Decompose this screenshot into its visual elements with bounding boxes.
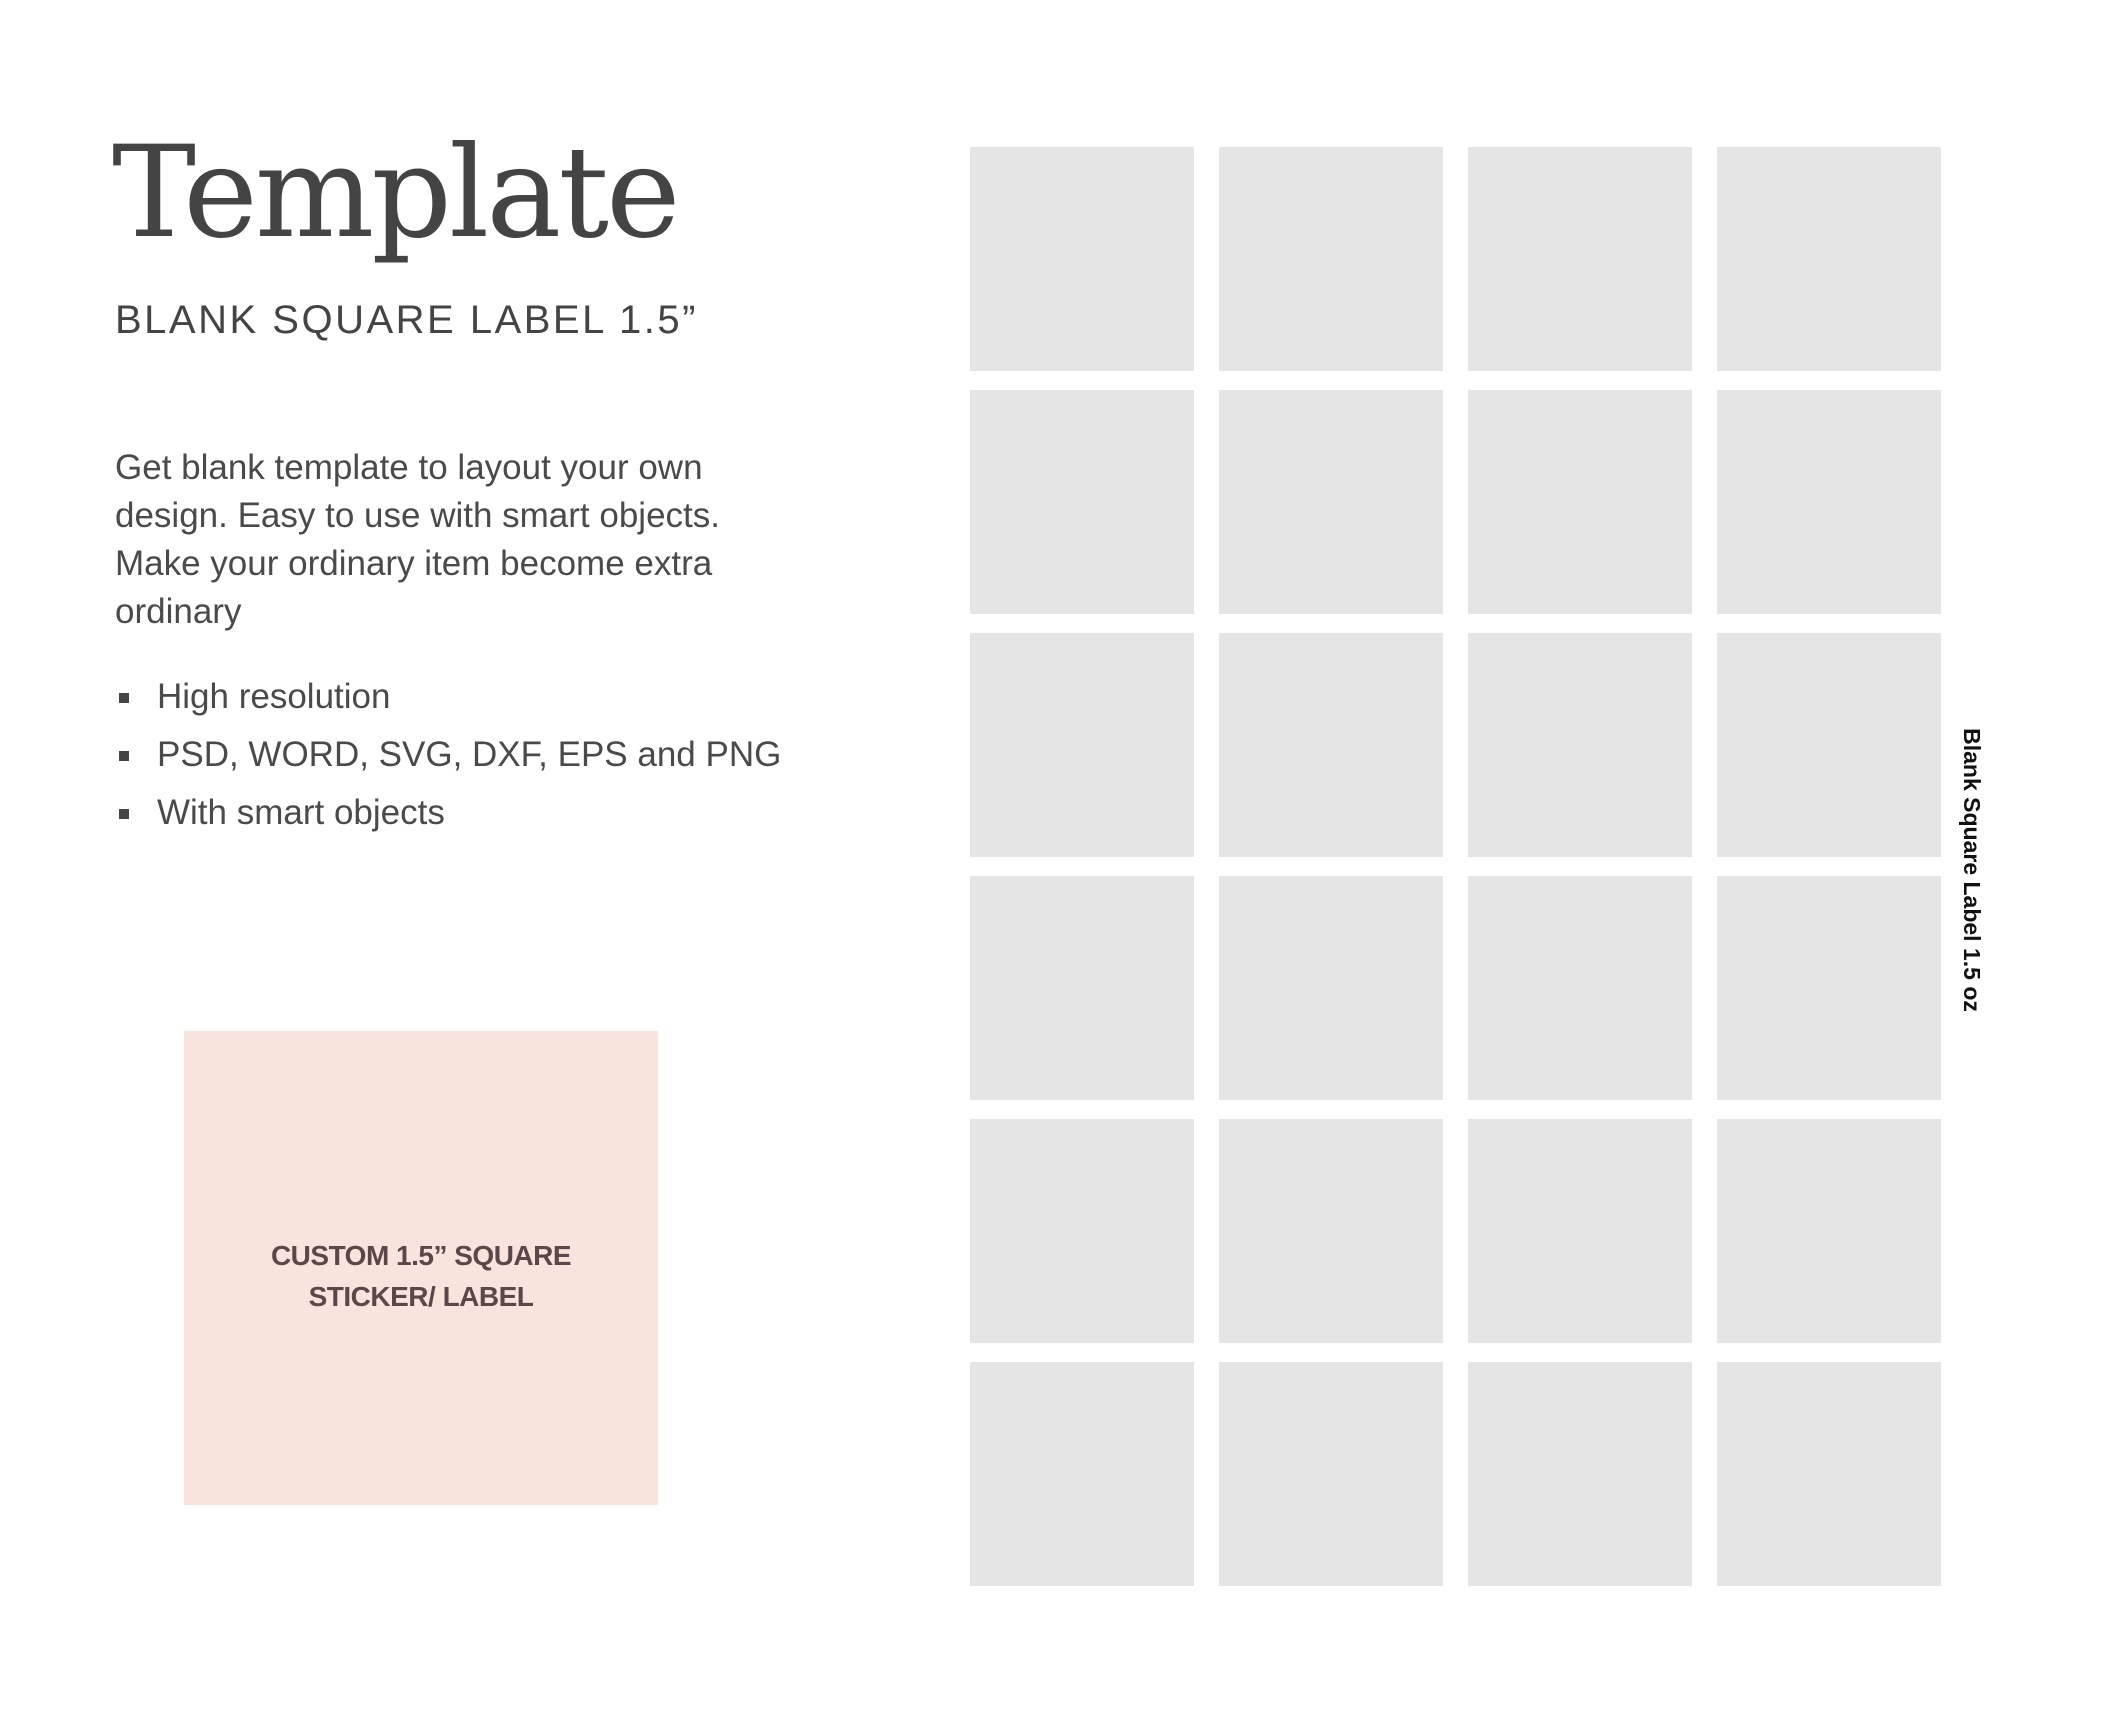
blank-label-cell [1717,1119,1941,1343]
feature-item [115,668,781,726]
blank-label-cell [1468,390,1692,614]
blank-label-cell [970,633,1194,857]
blank-label-cell [1717,147,1941,371]
blank-label-cell [970,1119,1194,1343]
feature-text: With smart objects [157,793,445,832]
blank-label-cell [1219,1362,1443,1586]
bullet-square-icon [119,809,129,819]
blank-label-cell [1468,633,1692,857]
feature-item [115,784,781,842]
label-preview-text [271,1235,571,1317]
feature-list [115,668,781,842]
blank-label-cell [970,1362,1194,1586]
product-description: Get blank template to layout your own design. Easy to use with smart objects. Make your ordinary item become extra ordinary [115,448,720,631]
blank-label-cell [1219,633,1443,857]
blank-label-cell [1219,876,1443,1100]
label-preview-line: CUSTOM 1.5” SQUARE [270,1240,572,1271]
blank-label-cell [1717,633,1941,857]
blank-label-cell [970,147,1194,371]
blank-label-cell [1468,1119,1692,1343]
feature-text: High resolution [157,677,391,716]
blank-label-cell [1219,1119,1443,1343]
blank-label-cell [1717,876,1941,1100]
blank-label-cell [970,390,1194,614]
page-subtitle: BLANK SQUARE LABEL 1.5” [115,298,698,342]
blank-label-cell [970,876,1194,1100]
label-preview-line: STICKER/ LABEL [308,1281,534,1312]
bullet-square-icon [119,693,129,703]
bullet-square-icon [119,751,129,761]
blank-label-cell [1468,147,1692,371]
blank-label-cell [1717,390,1941,614]
blank-label-cell [1468,876,1692,1100]
blank-label-cell [1717,1362,1941,1586]
page-title: Template [112,119,678,266]
blank-label-cell [1468,1362,1692,1586]
blank-label-cell [1219,390,1443,614]
feature-item [115,726,781,784]
label-sheet-grid [970,147,1941,1586]
blank-label-cell [1219,147,1443,371]
sheet-side-caption: Blank Square Label 1.5 oz [1959,728,1985,1012]
feature-text: PSD, WORD, SVG, DXF, EPS and PNG [157,735,782,774]
label-preview [184,1031,658,1505]
